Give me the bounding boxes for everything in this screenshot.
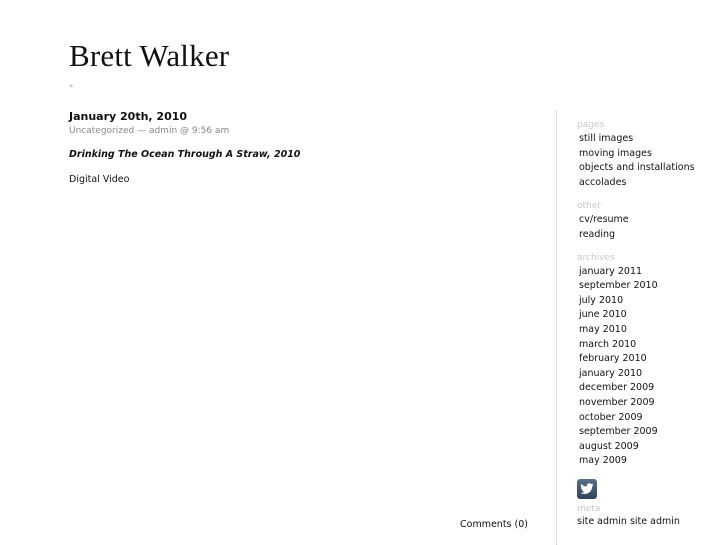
sidebar-item-still-images[interactable]: still images: [579, 133, 634, 144]
sidebar-heading-other: other: [577, 201, 601, 212]
archive-link[interactable]: december 2009: [579, 382, 655, 394]
sidebar-list-other: [579, 213, 725, 242]
post-heading: Drinking The Ocean Through A Straw, 2010: [69, 149, 301, 160]
site-title[interactable]: Brett Walker: [69, 38, 230, 73]
archive-link[interactable]: september 2009: [579, 426, 658, 438]
post-time: 9:56 am: [191, 126, 230, 136]
sidebar-item-objects-and-installations[interactable]: objects and installations: [579, 162, 695, 174]
post-date: January 20th, 2010: [69, 110, 188, 123]
site-admin-link[interactable]: site admin site admin: [577, 515, 680, 527]
site-tagline: »: [69, 82, 74, 90]
sidebar-group-archives: [577, 252, 725, 469]
sidebar-heading-pages: pages: [577, 120, 605, 130]
sidebar-group-meta: [577, 503, 725, 529]
sidebar-item-reading[interactable]: reading: [579, 228, 616, 240]
sidebar-heading-archives: archives: [577, 252, 615, 263]
archive-link[interactable]: january 2010: [579, 367, 643, 379]
archive-link[interactable]: september 2010: [579, 280, 658, 292]
post-author: admin: [148, 126, 178, 136]
archive-link[interactable]: july 2010: [579, 294, 624, 306]
twitter-bird-icon[interactable]: [577, 479, 597, 499]
archive-link[interactable]: may 2009: [579, 455, 627, 467]
post-time-prefix: @: [177, 126, 192, 136]
archive-link[interactable]: february 2010: [579, 353, 647, 365]
sidebar-item-moving-images[interactable]: moving images: [579, 147, 652, 159]
sidebar-group-pages: [577, 119, 725, 190]
post-body: Digital Video: [69, 174, 130, 185]
sidebar-list-archives: [579, 265, 725, 469]
comments-link[interactable]: Comments (0): [460, 519, 528, 530]
sidebar-list-pages: [579, 132, 725, 190]
post-category-link[interactable]: Uncategorized: [69, 126, 135, 136]
sidebar: [577, 119, 725, 529]
archive-link[interactable]: november 2009: [579, 396, 655, 408]
sidebar-group-other: [577, 200, 725, 242]
archive-link[interactable]: may 2010: [579, 323, 627, 335]
archive-link[interactable]: august 2009: [579, 440, 639, 452]
sidebar-item-accolades[interactable]: accolades: [579, 176, 627, 188]
post-meta: [69, 125, 529, 138]
post: [69, 110, 529, 186]
archive-link[interactable]: june 2010: [579, 309, 627, 321]
sidebar-item-cv-resume[interactable]: cv/resume: [579, 214, 629, 226]
twitter-bird-glyph: [580, 483, 594, 495]
archive-link[interactable]: october 2009: [579, 411, 643, 423]
archive-link[interactable]: january 2011: [579, 265, 643, 277]
sidebar-divider: [556, 111, 557, 545]
sidebar-heading-meta: meta: [577, 503, 601, 514]
archive-link[interactable]: march 2010: [579, 338, 637, 350]
post-meta-separator: —: [134, 126, 149, 136]
